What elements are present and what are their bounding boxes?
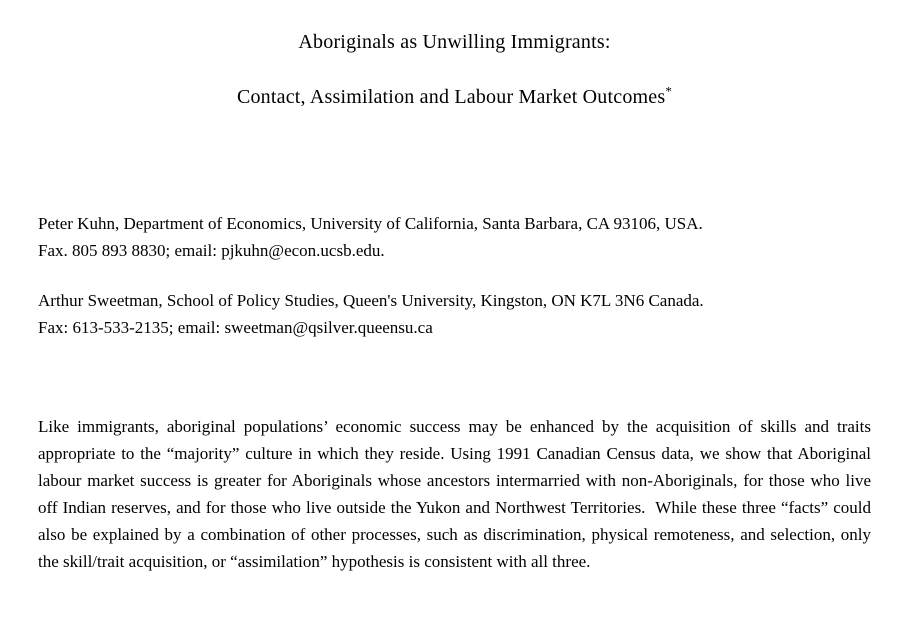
paper-title-line2: [38, 85, 871, 109]
author-affiliation-line: Arthur Sweetman, School of Policy Studies, Queen's University, Kingston, ON K7L 3N6 Canada.: [38, 291, 704, 310]
author-contact-line: Fax: 613-533-2135; email: sweetman@qsilver.queensu.ca: [38, 318, 433, 337]
author-affiliation-line: Peter Kuhn, Department of Economics, University of California, Santa Barbara, CA 93106, USA.: [38, 214, 703, 233]
title-footnote-asterisk: *: [665, 83, 673, 99]
author-block-kuhn: [38, 210, 871, 264]
author-contact-line: Fax. 805 893 8830; email: pjkuhn@econ.ucsb.edu.: [38, 241, 385, 260]
abstract-paragraph: Like immigrants, aboriginal populations’ economic success may be enhanced by the acquisition of skills and traits appropriate to the “majority” culture in which they reside. Using 1991 Canadian Census data, we show that Aboriginal labour market success is greater for Aboriginals whose ancestors intermarried with non-Aboriginals, for those who live off Indian reserves, and for those who live outside the Yukon and Northwest Territories. While these three “facts” could also be explained by a combination of other processes, such as discrimination, physical remoteness, and selection, only the skill/trait acquisition, or “assimilation” hypothesis is consistent with all three.: [38, 417, 876, 571]
author-block-sweetman: [38, 287, 871, 341]
paper-title-line2-text: Contact, Assimilation and Labour Market Outcomes: [236, 86, 666, 108]
paper-title-line1: Aboriginals as Unwilling Immigrants:: [298, 31, 611, 53]
